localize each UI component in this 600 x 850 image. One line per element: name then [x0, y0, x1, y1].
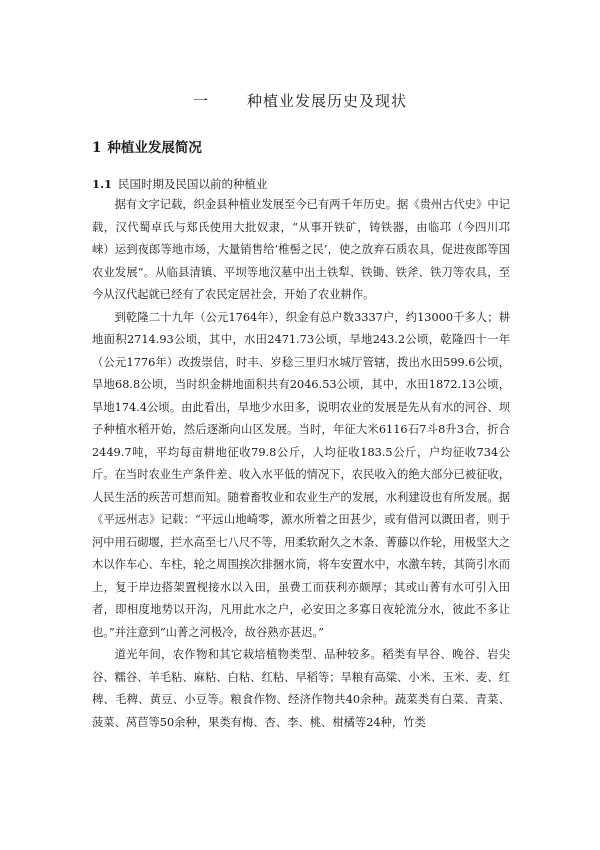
section-title: [92, 136, 202, 156]
section-number: 1: [92, 140, 102, 156]
section-title-text: 种植业发展简况: [107, 140, 202, 156]
subsection-title: [92, 176, 268, 192]
body-text: [92, 194, 510, 734]
chapter-title: [0, 90, 600, 111]
paragraph-1: 据有文字记载，织金县种植业发展至今已有两千年历史。据《贵州古代史》中记载，汉代蜀卓氏与郑氏使用大批奴隶，“从事开铁矿，铸铁器，由临邛（今四川邛崃）运到夜郎等地市场，大量销售给‘椎髻之民’，使之放弃石质农具，促进夜郎等国农业发展”。从临县清镇、平坝等地汉墓中出土铁犁、铁锄、铁斧、铁刀等农具，至今从汉代起就已经有了农民定居社会，开始了农业耕作。: [92, 198, 510, 301]
chapter-title-text: 种植业发展历史及现状: [247, 92, 408, 110]
paragraph-2: 到乾隆二十九年（公元1764年），织金有总户数3337户，约13000千多人；耕地面积2714.93公顷，其中，水田2471.73公顷，旱地243.2公顷，乾隆四十一年（公元1776年）改拨崇信，时丰、岁稔三里归水城厅管辖，拨出水田599.6公顷，旱地68.8公顷，当时织金耕地面积共有2046.53公顷，其中，水田1872.13公顷，旱地174.4公顷。由此看出，旱地少水田多，说明农业的发展是先从有水的河谷、坝子种植水稻开始，然后逐渐向山区发展。当时，年征大米6116石7斗8升3合，折合2449.7吨，平均每亩耕地征收79.8公斤，人均征收183.5公斤，户均征收734公斤。在当时农业生产条件差、收入水平低的情况下，农民收入的绝大部分已被征收，人民生活的疾苦可想而知。随着畜牧业和农业生产的发展，水利建设也有所发展。据《平远州志》记载：“平远山地崎零，源水所着之田甚少，或有借河以溉田者，则于河中用石砌堰，拦水高至七八尺不等，用柔软耐久之木条、菁藤以作轮，用极坚大之木以作车心、车柱，轮之周围挨次排捆水筒，将车安置水中，水激车转，其筒引水而上，复于岸边搭架置枧接水以入田，虽费工而获利亦颇厚；其或山菁有水可引入田者，即相度地势以开沟，凡用此水之户，必安田之多寡日夜轮流分水，彼此不多让也。”并注意到“山菁之河极冷，故谷熟亦甚迟。”: [92, 310, 510, 639]
chapter-number: 一: [192, 92, 209, 110]
subsection-number: 1.1: [92, 177, 113, 191]
paragraph-3: 道光年间，农作物和其它栽培植物类型、品种较多。稻类有早谷、晚谷、岩尖谷、糯谷、羊毛粘、麻粘、白粘、红粘、早稻等；旱粮有高粱、小米、玉米、麦、红稗、毛稗、黄豆、小豆等。粮食作物、经济作物共40余种。蔬菜类有白菜、青菜、菠菜、莴苣等50余种，果类有梅、杏、李、桃、柑橘等24种，竹类: [92, 648, 510, 729]
subsection-title-text: 民国时期及民国以前的种植业: [118, 177, 268, 191]
